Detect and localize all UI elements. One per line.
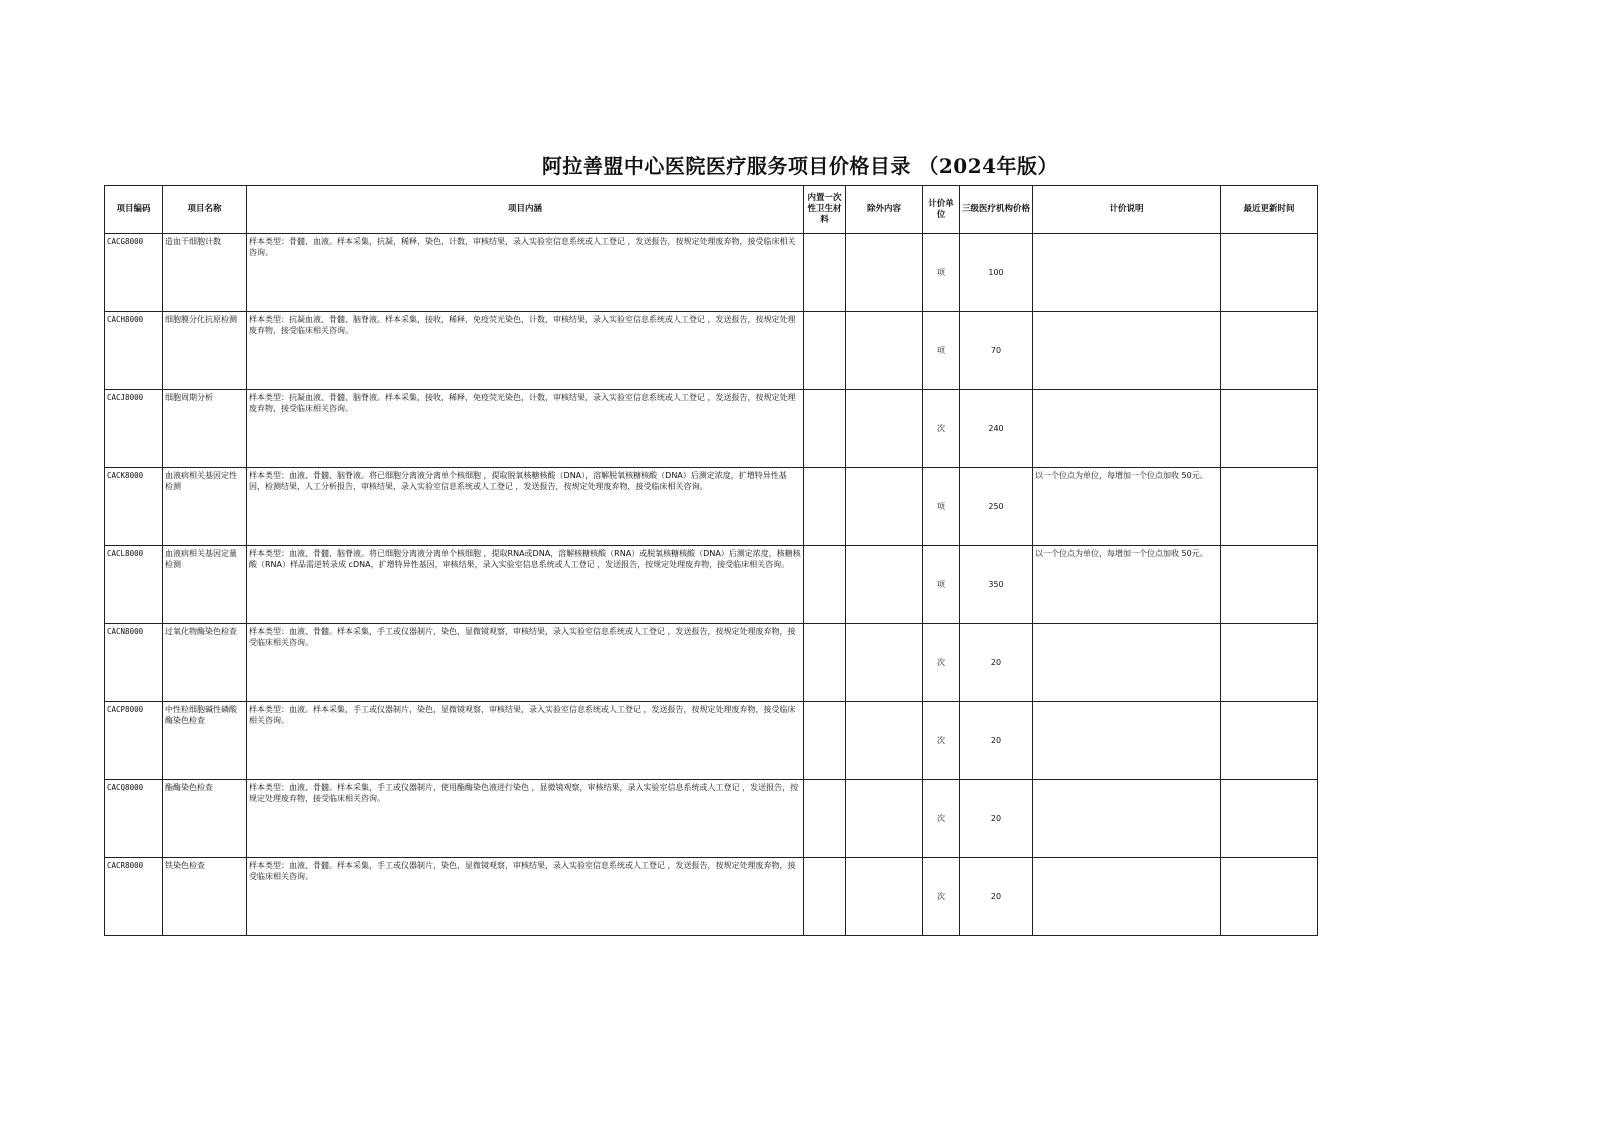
column-header-content: 项目内涵 — [247, 186, 804, 234]
table-row — [105, 312, 1318, 390]
cell-name: 细胞周期分析 — [163, 390, 247, 468]
column-header-price: 三级医疗机构价格 — [960, 186, 1033, 234]
cell-note: 以一个位点为单位，每增加一个位点加收 50元。 — [1033, 546, 1221, 624]
cell-excluded — [846, 390, 923, 468]
cell-updated — [1221, 390, 1318, 468]
table-row — [105, 702, 1318, 780]
cell-content: 样本类型：血液、骨髓。样本采集，手工或仪器制片，使用酯酶染色液进行染色 ，显微镜观察，审核结果，录入实验室信息系统或人工登记 ，发送报告，按规定处理废弃物，接受临床相关咨询。 — [247, 780, 804, 858]
cell-price: 20 — [960, 624, 1033, 702]
cell-content: 样本类型：血液、骨髓。样本采集，手工或仪器制片，染色，显微镜观察，审核结果，录入实验室信息系统或人工登记 ，发送报告，按规定处理废弃物，接受临床相关咨询。 — [247, 858, 804, 936]
cell-content: 样本类型：抗凝血液、骨髓、脑脊液。样本采集，接收，稀释，免疫荧光染色，计数，审核结果，录入实验室信息系统或人工登记 ，发送报告，按规定处理废弃物，接受临床相关咨询。 — [247, 390, 804, 468]
cell-unit: 次 — [923, 702, 960, 780]
cell-excluded — [846, 858, 923, 936]
cell-unit: 次 — [923, 390, 960, 468]
cell-updated — [1221, 546, 1318, 624]
cell-unit: 次 — [923, 624, 960, 702]
cell-price: 100 — [960, 234, 1033, 312]
cell-note — [1033, 234, 1221, 312]
cell-content: 样本类型：血液、骨髓。样本采集，手工或仪器制片，染色，显微镜观察，审核结果，录入实验室信息系统或人工登记 ，发送报告，按规定处理废弃物，接受临床相关咨询。 — [247, 624, 804, 702]
cell-material — [804, 858, 846, 936]
cell-excluded — [846, 780, 923, 858]
cell-name: 过氧化物酶染色检查 — [163, 624, 247, 702]
cell-code: CACK8000 — [105, 468, 163, 546]
cell-code: CACG8000 — [105, 234, 163, 312]
table-row — [105, 468, 1318, 546]
cell-excluded — [846, 546, 923, 624]
column-header-unit: 计价单位 — [923, 186, 960, 234]
cell-note — [1033, 858, 1221, 936]
cell-excluded — [846, 702, 923, 780]
cell-excluded — [846, 234, 923, 312]
cell-note: 以一个位点为单位，每增加一个位点加收 50元。 — [1033, 468, 1221, 546]
document-title: 阿拉善盟中心医院医疗服务项目价格目录 （2024年版） — [541, 154, 1059, 178]
cell-material — [804, 780, 846, 858]
cell-unit: 项 — [923, 546, 960, 624]
cell-price: 20 — [960, 780, 1033, 858]
column-header-updated: 最近更新时间 — [1221, 186, 1318, 234]
cell-note — [1033, 624, 1221, 702]
cell-updated — [1221, 858, 1318, 936]
column-header-excluded: 除外内容 — [846, 186, 923, 234]
cell-updated — [1221, 780, 1318, 858]
cell-content: 样本类型：血液。样本采集，手工或仪器制片，染色，显微镜观察，审核结果，录入实验室信息系统或人工登记 ，发送报告，按规定处理废弃物，接受临床相关咨询。 — [247, 702, 804, 780]
column-header-name: 项目名称 — [163, 186, 247, 234]
column-header-code: 项目编码 — [105, 186, 163, 234]
cell-name: 血液病相关基因定量检测 — [163, 546, 247, 624]
cell-name: 造血干细胞计数 — [163, 234, 247, 312]
cell-code: CACJ8000 — [105, 390, 163, 468]
cell-updated — [1221, 702, 1318, 780]
table-body — [105, 234, 1318, 936]
cell-material — [804, 546, 846, 624]
cell-name: 酯酶染色检查 — [163, 780, 247, 858]
cell-unit: 次 — [923, 858, 960, 936]
cell-updated — [1221, 468, 1318, 546]
cell-unit: 次 — [923, 780, 960, 858]
cell-name: 中性粒细胞碱性磷酸酶染色检查 — [163, 702, 247, 780]
cell-excluded — [846, 468, 923, 546]
cell-code: CACR8000 — [105, 858, 163, 936]
cell-updated — [1221, 234, 1318, 312]
cell-code: CACP8000 — [105, 702, 163, 780]
cell-content: 样本类型：抗凝血液、骨髓、脑脊液。样本采集，接收，稀释，免疫荧光染色，计数，审核结果，录入实验室信息系统或人工登记 ，发送报告，按规定处理废弃物，接受临床相关咨询。 — [247, 312, 804, 390]
cell-price: 240 — [960, 390, 1033, 468]
table-row — [105, 234, 1318, 312]
cell-content: 样本类型：骨髓、血液。样本采集，抗凝，稀释，染色，计数，审核结果，录入实验室信息系统或人工登记 ，发送报告，按规定处理废弃物，接受临床相关咨询。 — [247, 234, 804, 312]
cell-note — [1033, 702, 1221, 780]
cell-code: CACN8000 — [105, 624, 163, 702]
cell-material — [804, 624, 846, 702]
cell-updated — [1221, 312, 1318, 390]
cell-material — [804, 702, 846, 780]
column-header-material: 内置一次性卫生材料 — [804, 186, 846, 234]
cell-code: CACQ8000 — [105, 780, 163, 858]
cell-unit: 项 — [923, 312, 960, 390]
cell-material — [804, 468, 846, 546]
cell-price: 250 — [960, 468, 1033, 546]
cell-unit: 项 — [923, 468, 960, 546]
cell-price: 70 — [960, 312, 1033, 390]
table-row — [105, 858, 1318, 936]
cell-updated — [1221, 624, 1318, 702]
cell-name: 铁染色检查 — [163, 858, 247, 936]
cell-unit: 项 — [923, 234, 960, 312]
cell-material — [804, 312, 846, 390]
cell-note — [1033, 390, 1221, 468]
table-row — [105, 780, 1318, 858]
cell-price: 350 — [960, 546, 1033, 624]
cell-name: 血液病相关基因定性检测 — [163, 468, 247, 546]
price-table — [104, 185, 1318, 936]
cell-price: 20 — [960, 858, 1033, 936]
table-row — [105, 624, 1318, 702]
table-header-row — [105, 186, 1318, 234]
cell-excluded — [846, 312, 923, 390]
cell-excluded — [846, 624, 923, 702]
cell-note — [1033, 780, 1221, 858]
column-header-note: 计价说明 — [1033, 186, 1221, 234]
table-row — [105, 546, 1318, 624]
cell-content: 样本类型：血液、骨髓、脑脊液。将已细胞分离液分离单个核细胞 ，提取脱氧核糖核酸（DNA），溶解脱氧核糖核酸（DNA）后测定浓度，扩增特异性基因，检测结果，人工分析报告，审核结果，录入实验室信息系统或人工登记 ，发送报告，按规定处理废弃物，接受临床相关咨询。 — [247, 468, 804, 546]
cell-content: 样本类型：血液、骨髓、脑脊液。将已细胞分离液分离单个核细胞 ，提取RNA或DNA，溶解核糖核酸（RNA）或脱氧核糖核酸（DNA）后测定浓度，核糖核酸（RNA）样品需逆转录成 cDNA，扩增特异性基因，审核结果，录入实验室信息系统或人工登记 ，发送报告，按规定处理废弃物，接受临床相关咨询。 — [247, 546, 804, 624]
cell-material — [804, 390, 846, 468]
cell-name: 细胞膜分化抗原检测 — [163, 312, 247, 390]
cell-material — [804, 234, 846, 312]
cell-note — [1033, 312, 1221, 390]
cell-code: CACH8000 — [105, 312, 163, 390]
cell-code: CACL8000 — [105, 546, 163, 624]
table-row — [105, 390, 1318, 468]
cell-price: 20 — [960, 702, 1033, 780]
